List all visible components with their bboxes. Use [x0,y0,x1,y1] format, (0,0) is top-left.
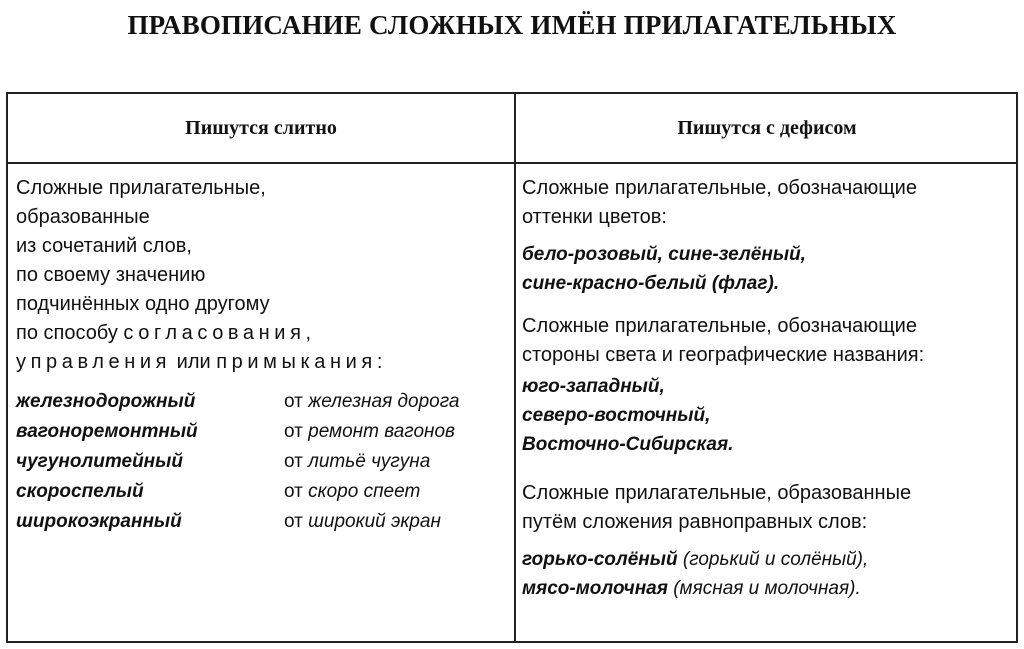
example-word: мясо-молочная [522,578,668,599]
example-word: бело-розовый, сине-зелёный, [522,244,806,265]
left-cell [16,174,510,537]
text-fragment: или [171,351,217,373]
source-phrase: ремонт вагонов [308,421,455,442]
rule-line: из сочетаний слов, [16,235,192,257]
example-note: (горький и солёный), [677,549,869,570]
examples-list [16,387,510,537]
rule-line: стороны света и географические названия: [522,344,925,366]
rules-table [6,92,1018,643]
column-divider [514,94,516,641]
example-row [16,477,510,507]
header-right: Пишутся с дефисом [677,116,857,139]
from-label: от [284,421,303,442]
spaced-term: согласования [123,322,306,344]
spaced-term: управления [16,351,172,373]
header-left: Пишутся слитно [185,116,337,139]
rule-line: Сложные прилагательные, обозначающие [522,177,917,199]
example-word: широкоэкранный [16,511,182,532]
rule-line: оттенки цветов: [522,206,667,228]
example-word: сине-красно-белый [522,273,707,294]
rule-line: Сложные прилагательные, образованные [522,482,912,504]
from-label: от [284,391,303,412]
example-word: Восточно-Сибирская. [522,434,734,455]
example-source [284,421,455,443]
rule-line-agreement [16,319,510,348]
source-phrase: скоро спеет [308,481,421,502]
example-source [284,451,430,473]
rule-line-control [16,348,510,377]
source-phrase: железная дорога [308,391,460,412]
rule-line: Сложные прилагательные, обозначающие [522,315,917,337]
rule-block-directions [522,312,1016,459]
header-divider [8,162,1016,164]
example-word: горько-солёный [522,549,678,570]
example-line [522,545,1016,574]
from-label: от [284,481,303,502]
example-word: юго-западный, [522,376,665,397]
example-row [16,507,510,537]
from-label: от [284,451,303,472]
rule-block-colors [522,174,1016,298]
spaced-term: примыкания [216,351,377,373]
example-note: (флаг). [706,273,780,294]
text-fragment: по способу [16,322,124,344]
rule-line: путём сложения равноправных слов: [522,511,868,533]
example-word: скороспелый [16,481,144,502]
example-source [284,481,420,503]
examples-list [522,240,1016,298]
rule-line: подчинённых одно другому [16,293,270,315]
rule-block-equal-words [522,479,1016,603]
example-word: чугунолитейный [16,451,183,472]
example-word: вагоноремонтный [16,421,198,442]
example-source [284,511,441,533]
text-fragment: : [376,351,383,373]
example-line [522,574,1016,603]
example-line [522,269,1016,298]
example-row [16,387,510,417]
from-label: от [284,511,303,532]
example-word: железнодорожный [16,391,196,412]
example-line [522,240,1016,269]
examples-list [522,372,1016,459]
rule-line: Сложные прилагательные, [16,177,266,199]
page-title: ПРАВОПИСАНИЕ СЛОЖНЫХ ИМЁН ПРИЛАГАТЕЛЬНЫХ [127,10,897,40]
examples-list [522,545,1016,603]
rule-line: по своему значению [16,264,206,286]
source-phrase: широкий экран [308,511,441,532]
right-cell [522,174,1016,617]
example-source [284,391,459,413]
text-fragment: , [305,322,312,344]
example-note: (мясная и молочная). [667,578,861,599]
source-phrase: литьё чугуна [308,451,431,472]
example-row [16,447,510,477]
example-word: северо-восточный, [522,405,711,426]
example-row [16,417,510,447]
rule-line: образованные [16,206,150,228]
